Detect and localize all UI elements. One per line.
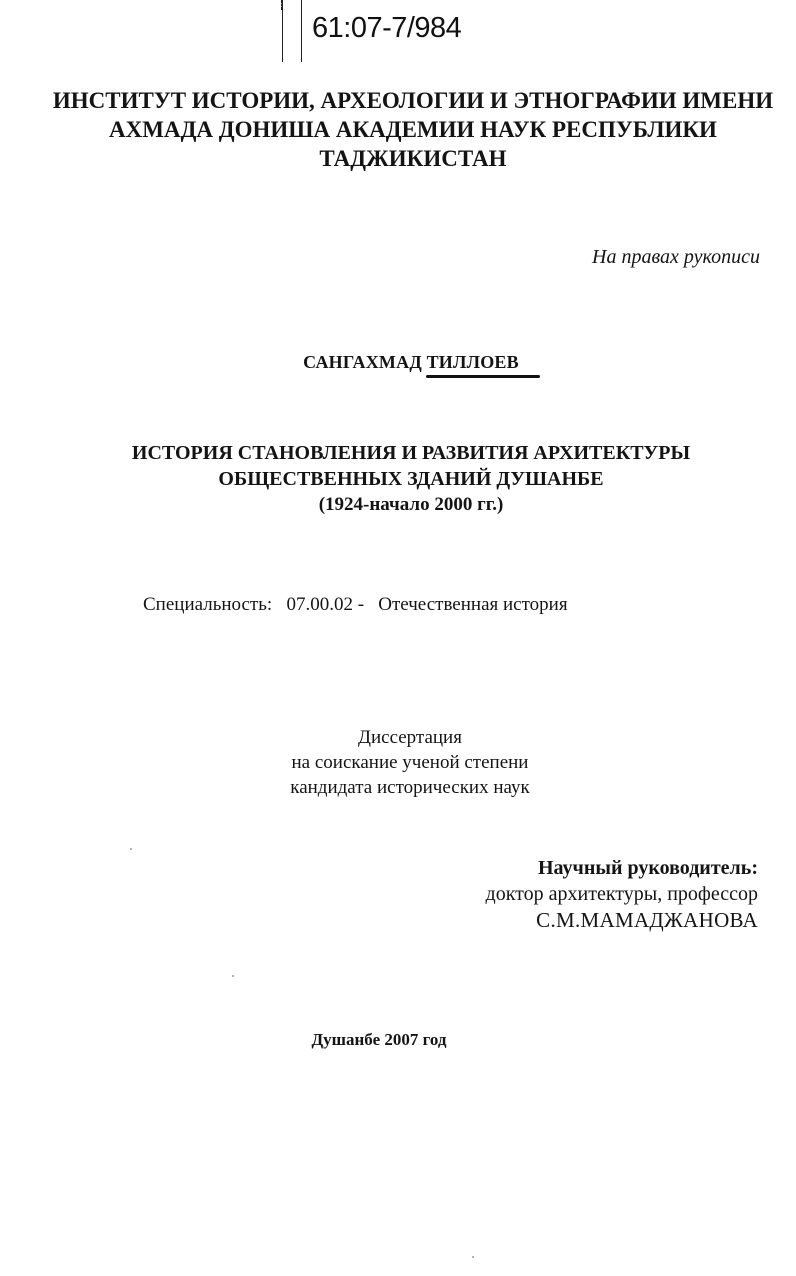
title-line: ОБЩЕСТВЕННЫХ ЗДАНИЙ ДУШАНБЕ xyxy=(218,468,604,490)
degree-line: кандидата исторических наук xyxy=(290,777,530,798)
supervisor-name: С.М.МАМАДЖАНОВА xyxy=(536,908,758,932)
handwritten-underline xyxy=(426,375,540,378)
specialty-label: Специальность: xyxy=(143,594,273,615)
degree-statement xyxy=(0,725,796,800)
title-line: ИСТОРИЯ СТАНОВЛЕНИЯ И РАЗВИТИЯ АРХИТЕКТУРЫ xyxy=(131,442,691,464)
specialty-code: 07.00.02 - xyxy=(286,594,365,615)
degree-line: на соискание ученой степени xyxy=(291,752,529,773)
specialty-name: Отечественная история xyxy=(378,594,568,615)
title-years: (1924-начало 2000 гг.) xyxy=(318,494,504,515)
supervisor-position: доктор архитектуры, профессор xyxy=(485,883,758,905)
stamp-frame xyxy=(282,0,302,62)
specialty xyxy=(143,594,568,616)
author-name: САНГАХМАД ТИЛЛОЕВ xyxy=(303,352,519,372)
place-year: Душанбе 2007 год xyxy=(311,1030,447,1049)
institute-line: ТАДЖИКИСТАН xyxy=(319,146,507,171)
supervisor-label: Научный руководитель: xyxy=(538,857,758,879)
scan-speck xyxy=(232,975,234,977)
supervisor-block xyxy=(486,855,758,933)
institute-name xyxy=(0,86,796,173)
degree-line: Диссертация xyxy=(358,727,462,748)
thesis-title xyxy=(0,440,796,518)
rights-note: На правах рукописи xyxy=(592,246,760,268)
catalog-number: 61:07-7/984 xyxy=(312,12,462,44)
institute-line: АХМАДА ДОНИША АКАДЕМИИ НАУК РЕСПУБЛИКИ xyxy=(109,117,717,142)
institute-line: ИНСТИТУТ ИСТОРИИ, АРХЕОЛОГИИ И ЭТНОГРАФИИ ИМЕНИ xyxy=(52,88,774,113)
scan-speck xyxy=(472,1256,474,1258)
scan-speck xyxy=(130,848,132,850)
